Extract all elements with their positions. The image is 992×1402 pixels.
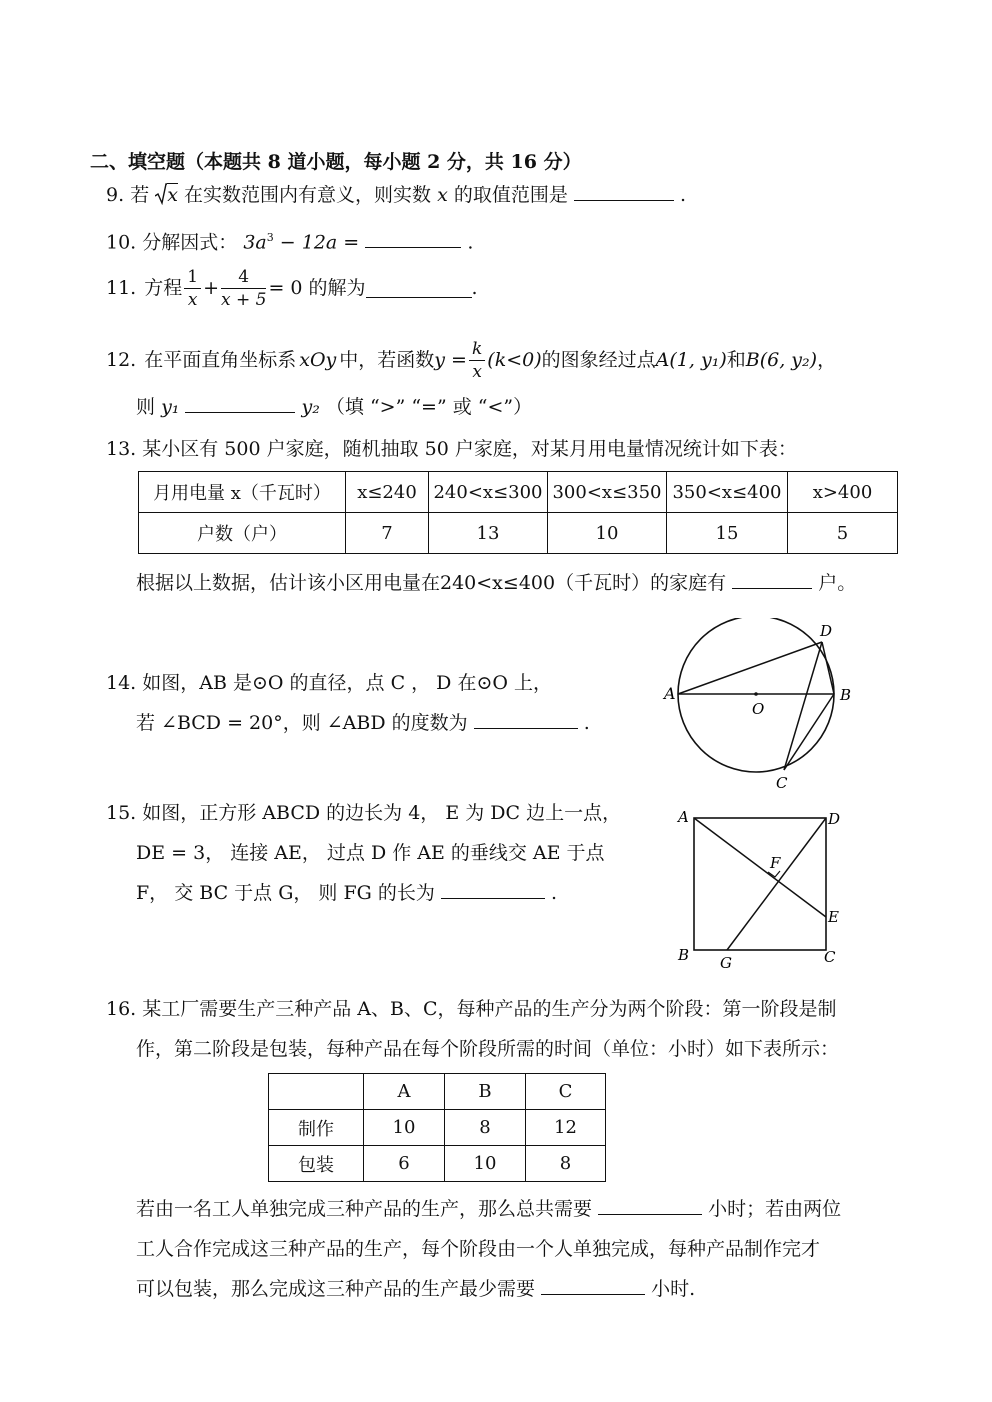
q13-after-text: 根据以上数据，估计该小区用电量在240<x≤400（千瓦时）的家庭有 (136, 572, 727, 594)
q11-f2-top: 4 (221, 266, 266, 289)
q13-header-row (139, 472, 898, 513)
question-12 (106, 338, 836, 383)
q12-point-a: A(1, y₁) (655, 349, 727, 371)
q16-cell: 10 (445, 1146, 526, 1182)
q13-data-cell: 7 (346, 513, 429, 554)
q16-cell: 包装 (269, 1146, 364, 1182)
q16-header-cell: B (445, 1074, 526, 1110)
label-b: B (678, 946, 690, 964)
q11-number: 11. (106, 277, 137, 299)
q15-number: 15. (106, 802, 137, 824)
center-dot (754, 692, 758, 696)
q12-end: ， (817, 349, 837, 371)
q16-after-line3 (136, 1280, 695, 1299)
q13-header-cell: x≤240 (346, 472, 429, 513)
q9-radical (155, 186, 178, 205)
q16-header-cell: A (364, 1074, 445, 1110)
chord-dc (784, 642, 822, 770)
label-c: C (824, 948, 836, 966)
q11-pre: 方程 (144, 277, 183, 299)
q16-after1a: 若由一名工人单独完成三种产品的生产，那么总共需要 (136, 1198, 593, 1220)
q12-pre: 在平面直角坐标系 (144, 349, 297, 371)
q12-and: 和 (726, 349, 746, 371)
label-e: E (828, 908, 839, 926)
q16-after3a: 可以包装，那么完成这三种产品的生产最少需要 (136, 1278, 536, 1300)
segment-ae (694, 818, 826, 917)
q9-var: x (437, 184, 448, 206)
q12-fraction (469, 338, 485, 383)
square-abcd (694, 818, 826, 950)
q13-unit: 户。 (818, 572, 857, 594)
q14-number: 14. (106, 672, 137, 694)
q13-data-cell: 户数（户） (139, 513, 346, 554)
q14-answer-blank[interactable] (474, 728, 578, 729)
q12-post: 的图象经过点 (541, 349, 656, 371)
q10-number: 10. (106, 231, 137, 254)
q16-after2: 工人合作完成这三种产品的生产，每个阶段由一个人单独完成，每种产品制作完才 (136, 1238, 821, 1260)
q9-radicand: x (167, 184, 178, 206)
q13-number: 13. (106, 438, 137, 460)
q13-data-row (139, 513, 898, 554)
chord-ad (678, 642, 822, 694)
question-15-line2 (136, 844, 605, 863)
q15-answer-blank[interactable] (441, 898, 545, 899)
question-15 (106, 804, 621, 823)
question-13 (106, 440, 797, 459)
q12-frac-top: k (469, 338, 485, 361)
q16-after-line2 (136, 1240, 820, 1259)
q14-line2: 若 ∠BCD = 20°，则 ∠ABD 的度数为 (136, 712, 468, 734)
question-9 (106, 186, 686, 205)
section-title: 二、填空题（本题共 8 道小题，每小题 2 分，共 16 分） (90, 151, 582, 173)
q13-data-cell: 10 (548, 513, 667, 554)
q16-after-line1 (136, 1200, 841, 1219)
q13-header-cell: x>400 (788, 472, 898, 513)
q12-y2: y₂ (301, 396, 320, 418)
label-g: G (720, 954, 732, 972)
q9-post: 在实数范围内有意义，则实数 (184, 184, 432, 206)
q10-end: . (467, 231, 474, 254)
q16-cell: 10 (364, 1110, 445, 1146)
q16-answer-blank-2[interactable] (541, 1294, 645, 1295)
q9-pre: 若 (130, 184, 150, 206)
chord-db (822, 642, 834, 694)
q11-answer-blank[interactable] (366, 279, 472, 298)
q16-line1: 某工厂需要生产三种产品 A、B、C，每种产品的生产分为两个阶段：第一阶段是制 (142, 998, 837, 1020)
question-11 (106, 266, 478, 311)
q12-system: xOy (299, 349, 337, 371)
segment-dg (727, 818, 826, 950)
q16-cell: 8 (526, 1146, 606, 1182)
label-d: D (820, 622, 833, 640)
q13-data-cell: 5 (788, 513, 898, 554)
q12-line2-pre: 则 (136, 396, 156, 418)
q10-expr-a: 3a (243, 231, 267, 254)
q14-line1: 如图，AB 是⊙O 的直径，点 C ， D 在⊙O 上， (142, 672, 552, 694)
q12-mid: 中，若函数 (339, 349, 435, 371)
q16-number: 16. (106, 998, 137, 1020)
q10-expr-b: − 12a = (273, 231, 360, 254)
q12-answer-blank[interactable] (185, 412, 295, 413)
q14-circle-figure (660, 618, 860, 793)
label-a: A (664, 684, 676, 703)
q16-cell: 12 (526, 1110, 606, 1146)
question-16-line2 (136, 1040, 839, 1059)
q16-cell: 8 (445, 1110, 526, 1146)
q16-row-making (269, 1110, 606, 1146)
label-b: B (840, 686, 852, 704)
question-15-line3 (136, 884, 557, 903)
question-14-line2 (136, 714, 590, 733)
q16-after3b: 小时. (651, 1278, 696, 1300)
q16-header-cell (269, 1074, 364, 1110)
q11-post: = 0 的解为 (268, 277, 366, 299)
q16-cell: 6 (364, 1146, 445, 1182)
q16-after1b: 小时；若由两位 (708, 1198, 842, 1220)
q12-hint: （填 “>” “=” 或 “<”） (325, 396, 533, 418)
q12-frac-bottom: x (472, 362, 482, 382)
q12-number: 12. (106, 349, 137, 371)
q15-line1: 如图，正方形 ABCD 的边长为 4， E 为 DC 边上一点， (142, 802, 622, 824)
label-c: C (776, 774, 788, 792)
q13-answer-blank[interactable] (732, 588, 812, 589)
q11-fraction-2 (221, 266, 266, 311)
q15-line3: F， 交 BC 于点 G， 则 FG 的长为 (136, 882, 435, 904)
q13-header-cell: 240<x≤300 (429, 472, 548, 513)
q13-header-cell: 350<x≤400 (667, 472, 788, 513)
q14-end: . (583, 712, 590, 734)
question-10 (106, 232, 473, 252)
q13-text: 某小区有 500 户家庭，随机抽取 50 户家庭，对某月用电量情况统计如下表： (142, 438, 797, 460)
q13-data-cell: 13 (429, 513, 548, 554)
q9-post2: 的取值范围是 (453, 184, 568, 206)
q13-after (136, 574, 856, 593)
q10-exponent: 3 (266, 231, 274, 244)
q16-cell: 制作 (269, 1110, 364, 1146)
q11-fraction-1 (184, 266, 201, 311)
q11-plus: + (203, 277, 219, 299)
q10-answer-blank[interactable] (365, 247, 461, 248)
q16-table (268, 1073, 606, 1182)
q12-y: y = (434, 349, 467, 371)
q10-pre: 分解因式： (142, 231, 238, 254)
label-f: F (770, 854, 781, 872)
q15-line2: DE = 3， 连接 AE， 过点 D 作 AE 的垂线交 AE 于点 (136, 842, 605, 864)
q16-header-row (269, 1074, 606, 1110)
q13-header-cell: 300<x≤350 (548, 472, 667, 513)
q12-point-b: B(6, y₂) (745, 349, 818, 371)
q13-table (138, 471, 898, 554)
q16-line2: 作，第二阶段是包装，每种产品在每个阶段所需的时间（单位：小时）如下表所示： (136, 1038, 840, 1060)
question-16 (106, 1000, 837, 1019)
question-12-line2 (136, 398, 532, 417)
q12-condition: (k<0) (487, 349, 542, 371)
chord-bc (784, 694, 834, 770)
q16-row-packing (269, 1146, 606, 1182)
sqrt-icon (155, 183, 167, 205)
q16-answer-blank-1[interactable] (598, 1214, 702, 1215)
q13-data-cell: 15 (667, 513, 788, 554)
q16-header-cell: C (526, 1074, 606, 1110)
q11-f1-top: 1 (184, 266, 201, 289)
label-a: A (678, 808, 689, 826)
q9-number: 9. (106, 184, 125, 206)
label-o: O (752, 700, 765, 718)
q11-f2-bottom: x + 5 (220, 290, 267, 310)
q9-answer-blank[interactable] (574, 200, 674, 201)
q11-end: . (471, 277, 478, 299)
q15-end: . (550, 882, 557, 904)
q12-y1: y₁ (161, 396, 180, 418)
q15-square-figure (672, 802, 850, 972)
q11-f1-bottom: x (187, 290, 198, 310)
q9-end: . (679, 184, 686, 206)
q13-header-cell: 月用电量 x（千瓦时） (139, 472, 346, 513)
label-d: D (828, 810, 841, 828)
question-14 (106, 674, 552, 693)
